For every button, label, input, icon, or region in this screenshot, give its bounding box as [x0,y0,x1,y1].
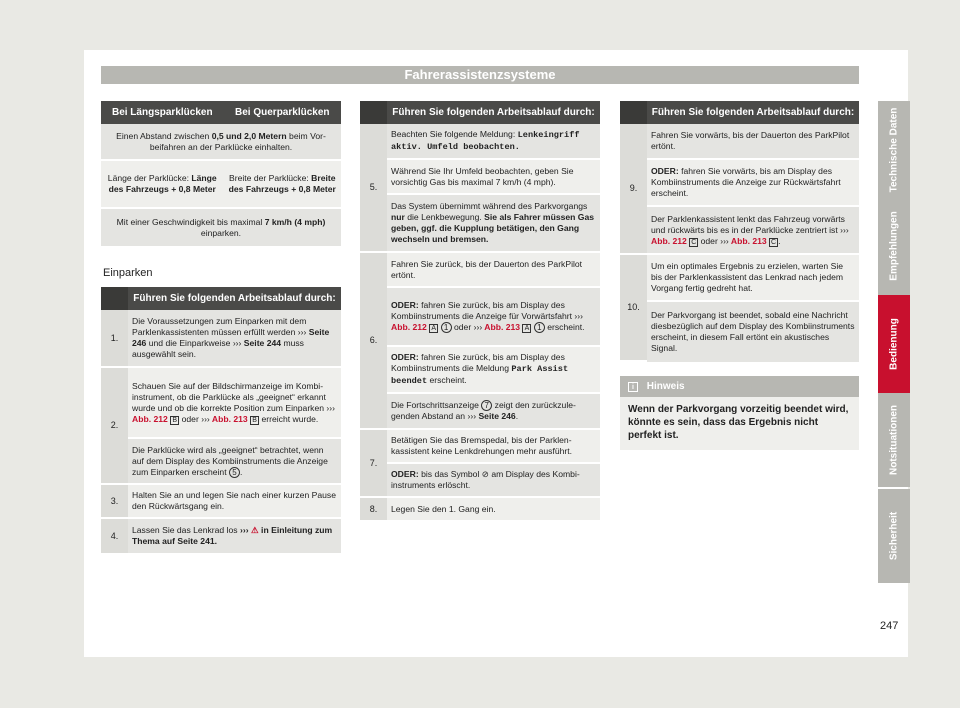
page-number: 247 [880,620,899,632]
step-10a: Um ein optimales Ergebnis zu erzielen, warten Sie bis der Parklenkassistent das Lenkrad nach jedem Vorgang fertig gedreht hat. [647,255,859,302]
step-7b: ODER: bis das Symbol ⊘ am Display des Kombiinstruments erlöscht. [387,464,600,498]
step-1: Die Voraussetzungen zum Einparken mit dem Parklenkassistenten müssen erfüllt werden ››› Seite 246 und die Einparkweise ››› Seite 244 muss ausgewählt sein. [128,310,341,368]
arrow-icon: ››› [720,235,729,246]
step-number: 3. [101,485,128,519]
page-header: Fahrerassistenzsysteme [101,66,859,84]
step-6a: Fahren Sie zurück, bis der Dauerton des ParkPilot ertönt. [387,253,600,288]
parking-space-table [101,101,341,246]
step-number: 8. [360,498,387,520]
steps-table-2 [360,101,600,520]
hinweis-text: Wenn der Parkvorgang vorzeitig beendet wird, könnte es sein, dass das Ergebnis nicht perfekt ist. [628,404,849,441]
link-seite-246[interactable]: Seite 246 [132,327,330,348]
arrow-icon: ››› [467,411,477,421]
tab-sicherheit[interactable]: Sicherheit [878,489,910,583]
arrow-icon: ››› [297,327,307,337]
arrow-icon: ››› [232,338,242,348]
tab-technische-daten[interactable]: Technische Daten [878,101,910,199]
step-9b: ODER: fahren Sie vorwärts, bis am Display des Kombiinstruments die Anzeige zur Rückwärtsfahrt erscheint. [647,160,859,207]
hinweis-box [620,376,859,450]
figure-a-icon: A [429,324,438,333]
link-abb-212[interactable]: Abb. 212 [391,322,427,332]
step-number: 9. [620,124,647,255]
arrow-icon: ››› [473,322,483,332]
step-3: Halten Sie an und legen Sie nach einer kurzen Pause den Rückwärtsgang ein. [128,485,341,519]
tab-notsituationen[interactable]: Notsituationen [878,393,910,487]
th-steps: Führen Sie folgenden Arbeitsablauf durch: [128,287,341,310]
step-5a: Beachten Sie folgende Meldung: Lenkeingriff aktiv. Umfeld beobachten. [387,124,600,160]
step-number: 1. [101,310,128,368]
step-6d: Die Fortschrittsanzeige 7 zeigt den zurückzulegenden Abstand an ››› Seite 246. [387,394,600,430]
info-icon: i [628,382,638,392]
step-number: 6. [360,253,387,430]
step-10b: Der Parkvorgang ist beendet, sobald eine Nachricht diesbezüglich auf dem Display des Kombiinstruments erscheint, in diesem Fall ertönt ein akustisches Signal. [647,302,859,362]
th-steps: Führen Sie folgenden Arbeitsablauf durch: [647,101,859,124]
arrow-icon: ››› [239,525,249,535]
figure-c-icon: C [691,238,697,246]
step-5c: Das System übernimmt während des Parkvorgangs nur die Lenkbewegung. Sie als Fahrer müssen Gas geben, ggf. die Kupplung betätigen, den Gang wechseln und bremsen. [387,195,600,253]
hinweis-title: Hinweis [646,381,685,392]
step-2a: Schauen Sie auf der Bildschirmanzeige im Kombiinstrument, ob die Parklücke als „geeignet“ erkannt wurde und ob die korrekte Position zum Einparken ››› Abb. 212 B oder ››› Abb. 213 B erreicht wurde. [128,368,341,439]
step-9a: Fahren Sie vorwärts, bis der Dauerton des ParkPilot ertönt. [647,124,859,160]
link-abb-213[interactable]: Abb. 213 [209,413,248,424]
link-seite-244[interactable]: Seite 244 [241,338,282,348]
th-steps: Führen Sie folgenden Arbeitsablauf durch: [387,101,600,124]
link-abb-212[interactable]: Abb. 212 [651,235,687,246]
figure-a-icon: A [522,324,531,333]
column-1 [101,101,341,553]
step-number: 10. [620,255,647,362]
step-7a: Betätigen Sie das Bremspedal, bis der Parklenkassistent keine Lenkdrehungen mehr ausführt. [387,430,600,464]
arrow-icon: ››› [574,311,584,321]
section-title: Einparken [103,267,153,279]
arrow-icon: ››› [326,402,336,413]
steps-table-3 [620,101,859,362]
figure-b-icon: B [250,416,259,425]
step-4: Lassen Sie das Lenkrad los ››› ⚠ in Einleitung zum Thema auf Seite 241. [128,519,341,553]
link-seite-246[interactable]: Seite 246 [476,411,516,421]
column-2 [360,101,600,520]
distance-row: Einen Abstand zwischen 0,5 und 2,0 Metern beim Vorbeifahren an der Parklücke einhalten. [101,124,341,161]
step-number: 2. [101,368,128,485]
th-querparkluecken: Bei Querparklücken [224,101,341,124]
step-5b: Während Sie Ihr Umfeld beobachten, geben Sie vorsichtig Gas bis maximal 7 km/h (4 mph). [387,160,600,195]
tab-bedienung[interactable]: Bedienung [878,295,910,393]
step-9c: Der Parklenkassistent lenkt das Fahrzeug vorwärts und rückwärts bis es in der Parklücke zentriert ist ››› Abb. 212 C oder ››› Abb. 213 C . [647,207,859,255]
step-6c: ODER: fahren Sie zurück, bis am Display des Kombiinstruments die Meldung Park Assist beendet erscheint. [387,347,600,394]
length-cell: Länge der Parklücke: Länge des Fahrzeugs + 0,8 Meter [101,161,224,209]
step-8: Legen Sie den 1. Gang ein. [387,498,600,520]
step-6b: ODER: fahren Sie zurück, bis am Display des Kombiinstruments die Anzeige für Vorwärtsfahrt ››› Abb. 212 A 1 oder ››› Abb. 213 A 1 erscheint. [387,288,600,347]
arrow-icon: ››› [840,224,849,235]
step-number: 4. [101,519,128,553]
step-2b: Die Parklücke wird als „geeignet“ betrachtet, wenn auf dem Display des Kombiinstruments die Anzeige zum Einparken erscheint 5 . [128,439,341,485]
callout-7-icon: 7 [481,400,492,411]
column-3 [620,101,859,450]
link-abb-212[interactable]: Abb. 212 [132,413,168,424]
link-einleitung[interactable]: in Einleitung zum Thema auf Seite 241 [132,525,333,546]
callout-5-icon: 5 [229,467,240,478]
steps-table-1 [101,287,341,553]
step-number: 5. [360,124,387,253]
step-number: 7. [360,430,387,498]
callout-1-icon: 1 [441,322,452,333]
th-laengsparkluecken: Bei Längsparklücken [101,101,224,124]
figure-c-icon: C [771,238,777,246]
width-cell: Breite der Parklücke: Breite des Fahrzeugs + 0,8 Meter [224,161,341,209]
warning-triangle-icon: ⚠ [250,525,259,535]
callout-1-icon: 1 [534,322,545,333]
arrow-icon: ››› [201,413,210,424]
no-steering-symbol-icon: ⊘ [481,469,489,479]
link-abb-213[interactable]: Abb. 213 [482,322,521,332]
figure-b-icon: B [170,416,179,425]
speed-row: Mit einer Geschwindigkeit bis maximal 7 km/h (4 mph) einparken. [101,209,341,246]
tab-empfehlungen[interactable]: Empfehlungen [878,197,910,295]
hinweis-header [620,376,859,397]
link-abb-213[interactable]: Abb. 213 [728,235,767,246]
